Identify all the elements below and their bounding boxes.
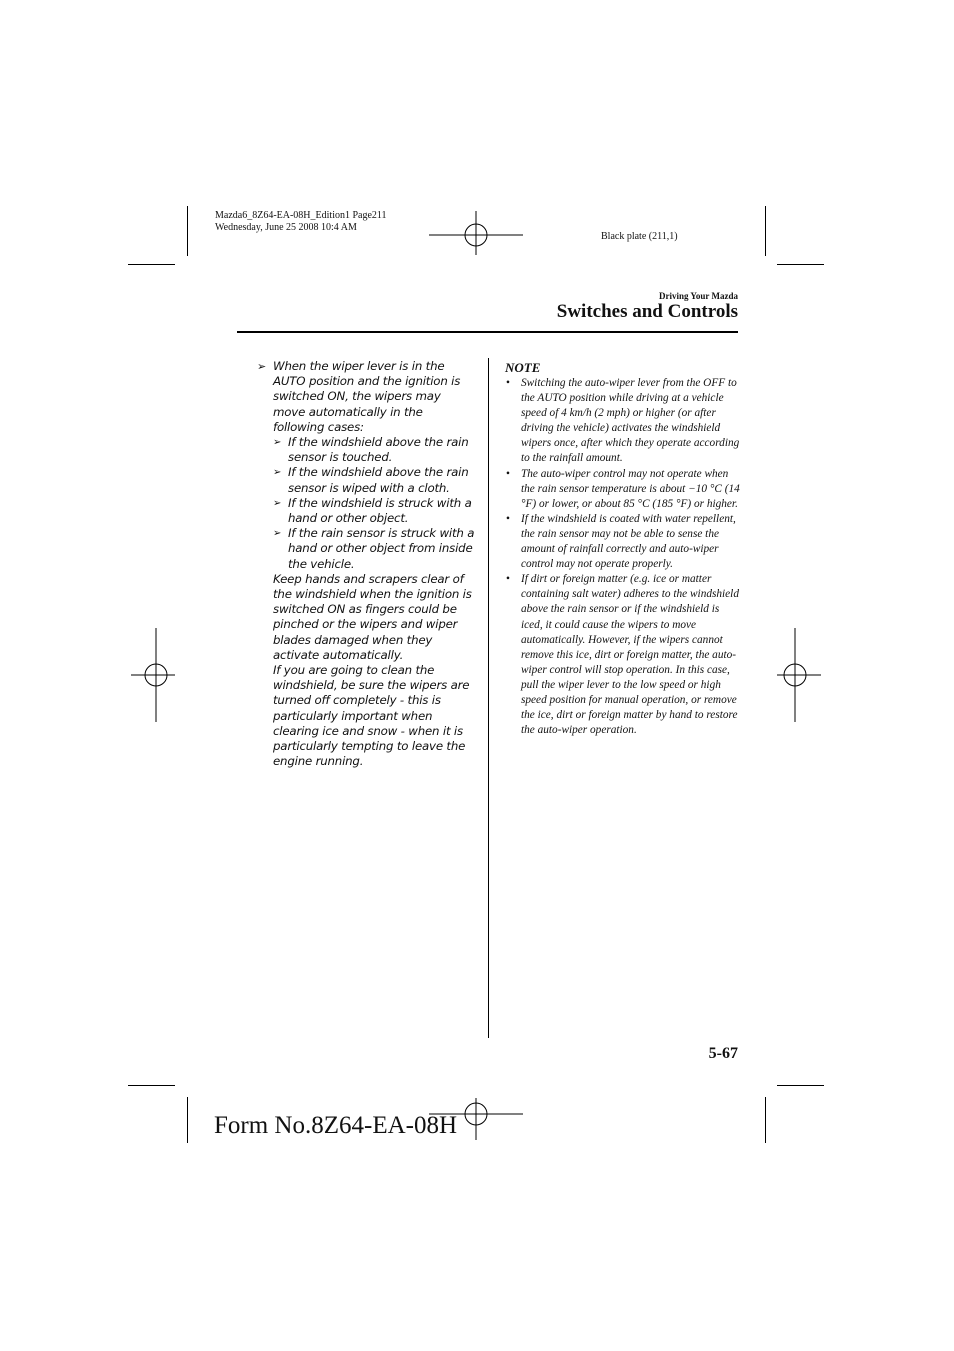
note-text: The auto-wiper control may not operate when the rain sensor temperature is about −10 °C (14 °F) or lower, or about 85 °C (185 °F) or higher. [521,467,740,510]
crop-mark [765,1097,766,1143]
bullet-icon: • [506,467,510,480]
registration-mark-icon [429,211,523,255]
registration-mark-icon [131,628,175,722]
case-text: If the windshield is struck with a hand or other object. [288,495,472,526]
intro-text: When the wiper lever is in the AUTO position and the ignition is switched ON, the wipers may move automatically in the following cases: [273,359,461,434]
sub-list-item [257,496,475,526]
section-label: Driving Your Mazda [658,291,738,301]
print-info-date: Wednesday, June 25 2008 10:4 AM [215,222,357,233]
arrow-bullet-icon: ➢ [273,528,282,540]
bullet-icon: • [506,573,510,586]
page-number: 5-67 [708,1045,738,1062]
crop-mark [187,206,188,256]
crop-mark [128,264,175,265]
header-rule [237,331,738,333]
bullet-icon: • [506,377,510,389]
case-text: If the windshield above the rain sensor is touched. [288,435,469,465]
note-text: If dirt or foreign matter (e.g. ice or matter containing salt water) adheres to the windshield above the rain sensor or if the windshield is iced, it could cause the wipers to move automatically. However, if the wipers cannot remove this ice, dirt or foreign matter, the auto-wiper control will stop operation. In this case, pull the wiper lever to the low speed or high speed position for manual operation, or remove the ice, dirt or foreign matter by hand to restore the auto-wiper operation. [521,573,739,737]
print-info [215,210,387,234]
crop-mark [187,1097,188,1143]
warning-paragraph: Keep hands and scrapers clear of the windshield when the ignition is switched ON as fingers could be pinched or the wipers and wiper blades damaged when they activate automatically. [273,571,472,662]
registration-mark-icon [777,628,821,722]
case-text: If the rain sensor is struck with a hand or other object from inside the vehicle. [288,526,475,571]
plate-label: Black plate (211,1) [601,231,678,242]
arrow-bullet-icon: ➢ [273,437,282,449]
crop-mark [765,206,766,256]
note-text: Switching the auto-wiper lever from the OFF to the AUTO position while driving at a vehicle speed of 4 km/h (2 mph) or higher (or after driving the vehicle) activates the windshield wipers once, after which they operate according to the rainfall amount. [521,377,740,465]
arrow-bullet-icon: ➢ [257,360,267,373]
crop-mark [777,264,824,265]
list-item [257,359,475,435]
bullet-icon: • [506,512,510,525]
column-divider [488,358,489,1038]
note-item [505,376,741,467]
note-item [505,572,741,738]
note-item [505,467,741,512]
page-title: Switches and Controls [556,301,738,322]
crop-mark [777,1085,824,1086]
left-column [257,359,475,769]
sub-list-item [257,526,475,572]
warning-paragraph: If you are going to clean the windshield, be sure the wipers are turned off completely - this is particularly important when clearing ice and snow - when it is particularly tempting to leave the engine running. [273,663,470,769]
note-item [505,512,741,572]
case-text: If the windshield above the rain sensor is wiped with a cloth. [288,465,469,495]
sub-list-item [257,435,475,465]
form-number: Form No.8Z64-EA-08H [214,1112,458,1139]
note-box [505,359,741,738]
note-title: NOTE [505,360,541,375]
crop-mark [128,1085,175,1086]
print-info-file: Mazda6_8Z64-EA-08H_Edition1 Page211 [215,210,387,221]
arrow-bullet-icon: ➢ [273,467,282,479]
arrow-bullet-icon: ➢ [273,497,282,509]
sub-list-item [257,465,475,495]
note-text: If the windshield is coated with water repellent, the rain sensor may not be able to sense the amount of rainfall correctly and auto-wiper control may not operate properly. [521,512,736,571]
